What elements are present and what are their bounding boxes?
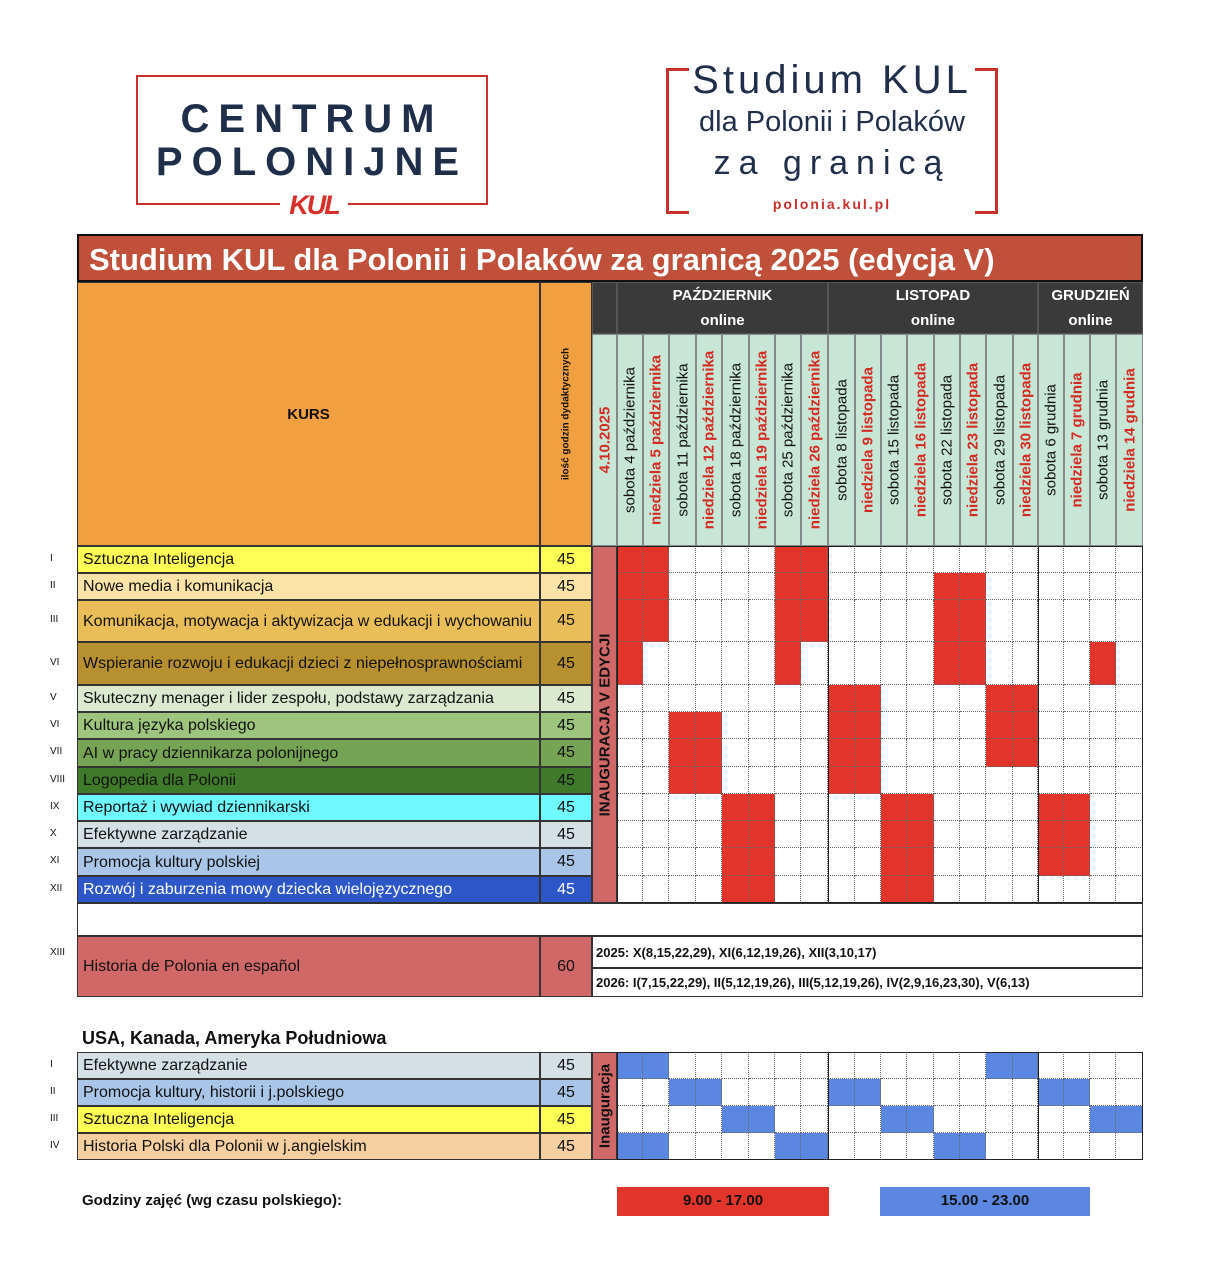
logo-studium-kul bbox=[666, 58, 998, 212]
date-label: niedziela 23 listopada bbox=[964, 362, 982, 518]
date-label: niedziela 26 października bbox=[806, 350, 823, 530]
logo-centrum-line2: POLONIJNE bbox=[155, 140, 469, 184]
course-roman: XII bbox=[50, 882, 63, 894]
course2-roman: IV bbox=[50, 1139, 60, 1151]
course-name: Komunikacja, motywacja i aktywizacja w edukacji i wychowaniu bbox=[77, 600, 540, 642]
course2-roman: II bbox=[50, 1085, 56, 1097]
date-header bbox=[617, 334, 643, 546]
logo-centrum-line1: CENTRUM bbox=[180, 97, 444, 141]
grid-border bbox=[617, 546, 1143, 903]
extra-hours: 60 bbox=[540, 936, 592, 997]
course-roman: VIII bbox=[50, 773, 66, 785]
date-header bbox=[1116, 334, 1143, 546]
date-header bbox=[855, 334, 881, 546]
header-hours bbox=[540, 282, 592, 546]
date-header bbox=[986, 334, 1013, 546]
month-mode: online bbox=[910, 312, 956, 329]
inaug-date-text: 4.10.2025 bbox=[596, 406, 613, 474]
date-header bbox=[960, 334, 986, 546]
course-roman: VI bbox=[50, 656, 60, 668]
course-roman: III bbox=[50, 614, 59, 625]
legend-label: Godziny zajęć (wg czasu polskiego): bbox=[82, 1192, 343, 1209]
course2-name: Promocja kultury, historii i j.polskiego bbox=[77, 1079, 540, 1106]
header-kurs-label: KURS bbox=[287, 405, 330, 423]
legend-blue: 15.00 - 23.00 bbox=[880, 1187, 1090, 1216]
date-label: sobota 18 października bbox=[727, 362, 744, 518]
course-hours: 45 bbox=[540, 794, 592, 821]
header-blank bbox=[592, 282, 617, 334]
course-roman: XI bbox=[50, 855, 60, 866]
date-header bbox=[801, 334, 828, 546]
date-label: niedziela 14 grudnia bbox=[1121, 368, 1138, 512]
course-name: Reportaż i wywiad dziennikarski bbox=[77, 794, 540, 821]
month-header bbox=[617, 282, 828, 334]
month-header bbox=[828, 282, 1038, 334]
course2-name: Efektywne zarządzanie bbox=[77, 1052, 540, 1079]
date-header bbox=[1013, 334, 1038, 546]
date-label: niedziela 12 października bbox=[700, 350, 718, 530]
course-hours: 45 bbox=[540, 739, 592, 767]
date-label: niedziela 16 listopada bbox=[912, 362, 929, 518]
course2-name: Historia Polski dla Polonii w j.angielskim bbox=[77, 1133, 540, 1160]
extra-roman: XIII bbox=[50, 947, 66, 958]
logo-studium-line3: za granicą bbox=[713, 144, 951, 182]
month2-divider bbox=[828, 1052, 829, 1160]
course2-hours: 45 bbox=[540, 1052, 592, 1079]
course-name: Sztuczna Inteligencja bbox=[77, 546, 540, 573]
date-label: sobota 8 listopada bbox=[833, 379, 850, 501]
date-label: sobota 4 października bbox=[621, 367, 639, 513]
course-roman: I bbox=[50, 552, 53, 564]
course-name: Logopedia dla Polonii bbox=[77, 767, 540, 794]
date-header bbox=[749, 334, 775, 546]
month-name: GRUDZIEŃ bbox=[1051, 287, 1130, 304]
date-label: niedziela 7 grudnia bbox=[1068, 372, 1086, 508]
course-hours: 45 bbox=[540, 642, 592, 685]
course-roman: II bbox=[50, 579, 56, 591]
date-header bbox=[775, 334, 801, 546]
section2-inauguration bbox=[592, 1052, 617, 1160]
date-header bbox=[1038, 334, 1064, 546]
month2-divider bbox=[1038, 1052, 1039, 1160]
course-hours: 45 bbox=[540, 546, 592, 573]
date-header bbox=[907, 334, 934, 546]
course-name: Skuteczny menager i lider zespołu, podstawy zarządzania bbox=[77, 685, 540, 712]
logo-studium-line1: Studium KUL bbox=[692, 58, 972, 102]
course-name: Wspieranie rozwoju i edukacji dzieci z niepełnosprawnościami bbox=[77, 642, 540, 685]
month-name: LISTOPAD bbox=[895, 287, 971, 304]
course-name: Nowe media i komunikacja bbox=[77, 573, 540, 600]
course-roman: V bbox=[50, 691, 57, 703]
logo-studium-url: polonia.kul.pl bbox=[746, 196, 918, 212]
extra-note-2026: 2026: I(7,15,22,29), II(5,12,19,26), III(5,12,19,26), IV(2,9,16,23,30), V(6,13) bbox=[592, 968, 1143, 997]
month-divider bbox=[828, 546, 829, 903]
logo-kul-badge: KUL bbox=[280, 189, 348, 221]
header-kurs bbox=[77, 282, 540, 546]
month-name: PAŹDZIERNIK bbox=[672, 287, 773, 304]
course-name: AI w pracy dziennikarza polonijnego bbox=[77, 739, 540, 767]
date-header bbox=[934, 334, 960, 546]
month-mode: online bbox=[700, 312, 745, 329]
page-title: Studium KUL dla Polonii i Polaków za granicą 2025 (edycja V) bbox=[77, 234, 1143, 282]
date-label: sobota 11 października bbox=[674, 363, 691, 517]
date-label: sobota 6 grudnia bbox=[1042, 384, 1060, 496]
section2-title: USA, Kanada, Ameryka Południowa bbox=[82, 1028, 387, 1048]
course-name: Promocja kultury polskiej bbox=[77, 848, 540, 876]
month-divider bbox=[1038, 546, 1039, 903]
date-label: niedziela 9 listopada bbox=[859, 367, 877, 513]
course-hours: 45 bbox=[540, 712, 592, 739]
logo-centrum-polonijne bbox=[136, 75, 488, 220]
date-label: sobota 15 listopada bbox=[885, 374, 903, 506]
date-label: niedziela 19 października bbox=[753, 350, 771, 530]
date-header bbox=[643, 334, 669, 546]
date-header bbox=[669, 334, 696, 546]
date-label: sobota 29 listopada bbox=[991, 374, 1008, 506]
course2-hours: 45 bbox=[540, 1106, 592, 1133]
course-name: Efektywne zarządzanie bbox=[77, 821, 540, 848]
course-roman: X bbox=[50, 827, 57, 839]
date-header bbox=[722, 334, 749, 546]
section2-inauguration-label: Inauguracja bbox=[596, 1063, 613, 1149]
extra-name: Historia de Polonia en español bbox=[77, 936, 540, 997]
course-hours: 45 bbox=[540, 685, 592, 712]
date-header bbox=[1090, 334, 1116, 546]
course2-hours: 45 bbox=[540, 1079, 592, 1106]
grid2-border bbox=[617, 1052, 1143, 1160]
course-hours: 45 bbox=[540, 848, 592, 876]
date-header bbox=[881, 334, 907, 546]
inauguration-column bbox=[592, 546, 617, 903]
course-roman: VI bbox=[50, 718, 60, 730]
course-hours: 45 bbox=[540, 600, 592, 642]
extra-note-2025: 2025: X(8,15,22,29), XI(6,12,19,26), XII(3,10,17) bbox=[592, 936, 1143, 968]
header-hours-label: ilość godzin dydaktycznych bbox=[560, 347, 572, 481]
month-header bbox=[1038, 282, 1143, 334]
course-name: Kultura języka polskiego bbox=[77, 712, 540, 739]
course-roman: IX bbox=[50, 800, 60, 812]
course2-roman: I bbox=[50, 1058, 53, 1070]
course2-hours: 45 bbox=[540, 1133, 592, 1160]
course-roman: VII bbox=[50, 746, 63, 757]
month-mode: online bbox=[1068, 312, 1113, 329]
date-header bbox=[1064, 334, 1090, 546]
date-label: niedziela 30 listopada bbox=[1017, 362, 1034, 518]
date-header bbox=[696, 334, 722, 546]
course2-name: Sztuczna Inteligencja bbox=[77, 1106, 540, 1133]
date-header bbox=[828, 334, 855, 546]
date-label: sobota 25 października bbox=[779, 362, 797, 518]
logo-studium-line2: dla Polonii i Polaków bbox=[699, 106, 965, 138]
course-hours: 45 bbox=[540, 876, 592, 903]
blank-row bbox=[77, 903, 1143, 936]
header-inaug-date bbox=[592, 334, 617, 546]
date-label: sobota 13 grudnia bbox=[1094, 379, 1112, 501]
legend-red: 9.00 - 17.00 bbox=[617, 1187, 829, 1216]
course-name: Rozwój i zaburzenia mowy dziecka wielojęzycznego bbox=[77, 876, 540, 903]
date-label: niedziela 5 października bbox=[647, 354, 665, 526]
inauguration-label: INAUGURACJA V EDYCJI bbox=[596, 633, 613, 816]
date-label: sobota 22 listopada bbox=[938, 374, 956, 506]
course-hours: 45 bbox=[540, 573, 592, 600]
course-hours: 45 bbox=[540, 767, 592, 794]
course-hours: 45 bbox=[540, 821, 592, 848]
course2-roman: III bbox=[50, 1112, 59, 1124]
